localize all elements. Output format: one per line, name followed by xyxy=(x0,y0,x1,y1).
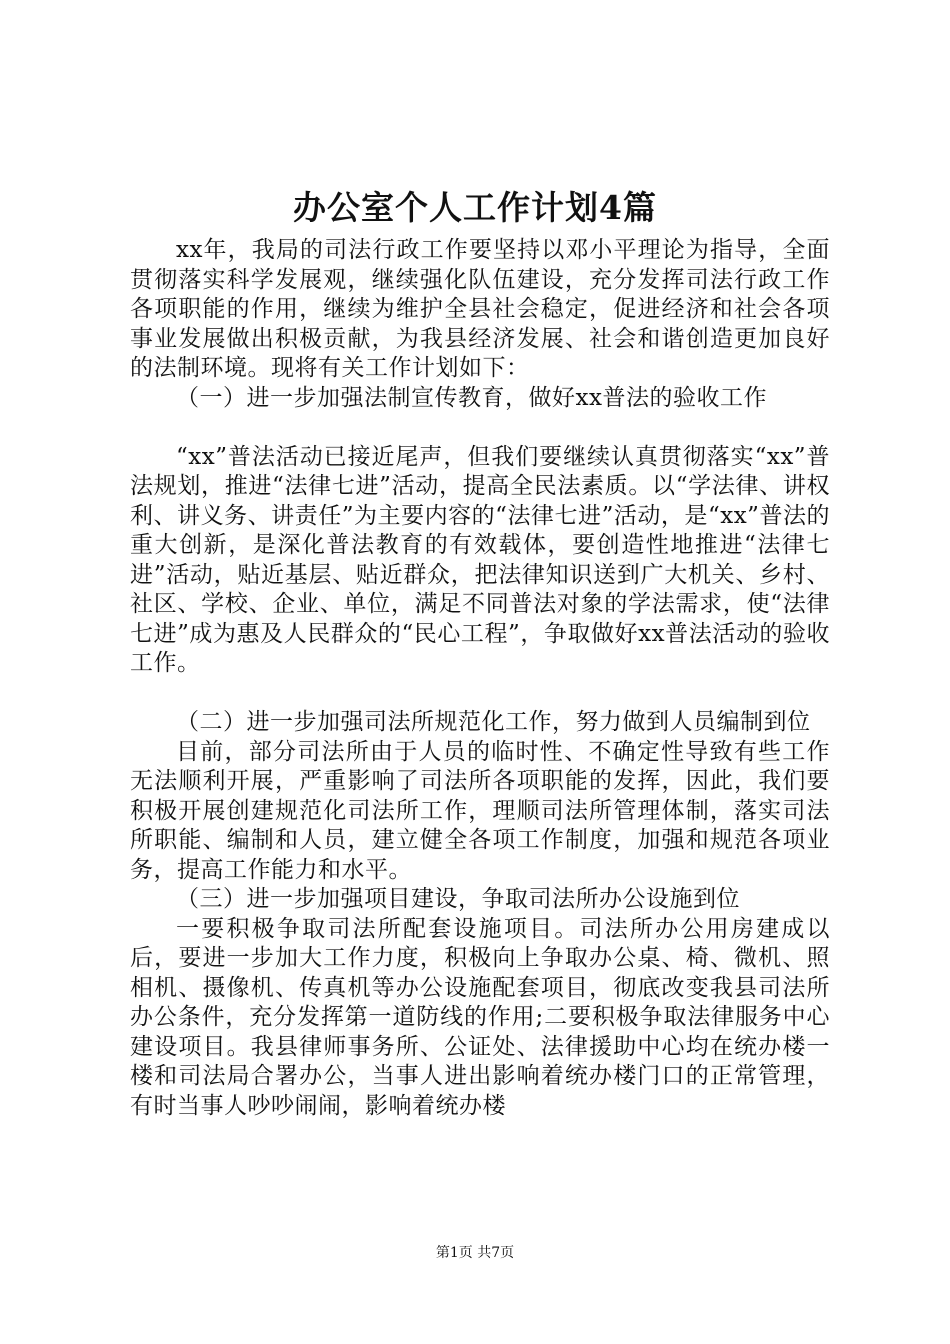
paragraph-section-2: 目前，部分司法所由于人员的临时性、不确定性导致有些工作无法顺利开展，严重影响了司法所各项职能的发挥，因此，我们要积极开展创建规范化司法所工作，理顺司法所管理体制，落实司法所职能、编制和人员，建立健全各项工作制度，加强和规范各项业务，提高工作能力和水平。 xyxy=(130,738,830,883)
section-heading-1: （一）进一步加强法制宣传教育，做好xx普法的验收工作 xyxy=(176,384,767,411)
section-heading-3: （三）进一步加强项目建设，争取司法所办公设施到位 xyxy=(176,886,740,912)
paragraph-intro: xx年，我局的司法行政工作要坚持以邓小平理论为指导，全面贯彻落实科学发展观，继续强化队伍建设，充分发挥司法行政工作各项职能的作用，继续为维护全县社会稳定，促进经济和社会各项事业发展做出积极贡献，为我县经济发展、社会和谐创造更加良好的法制环境。现将有关工作计划如下： xyxy=(130,237,830,381)
section-heading-2: （二）进一步加强司法所规范化工作，努力做到人员编制到位 xyxy=(176,709,811,735)
paragraph-section-3: 一要积极争取司法所配套设施项目。司法所办公用房建成以后，要进一步加大工作力度，积极向上争取办公桌、椅、微机、照相机、摄像机、传真机等办公设施配套项目，彻底改变我县司法所办公条件，充分发挥第一道防线的作用;二要积极争取法律服务中心建设项目。我县律师事务所、公证处、法律援助中心均在统办楼一楼和司法局合署办公，当事人进出影响着统办楼门口的正常管理，有时当事人吵吵闹闹，影响着统办楼 xyxy=(130,915,830,1119)
document-body xyxy=(130,236,830,1121)
document-title: 办公室个人工作计划4篇 xyxy=(293,188,657,227)
page-number-footer: 第1页 共7页 xyxy=(435,1245,515,1261)
paragraph-section-1: “xx”普法活动已接近尾声，但我们要继续认真贯彻落实“xx”普法规划，推进“法律七进”活动，提高全民法素质。以“学法律、讲权利、讲义务、讲责任”为主要内容的“法律七进”活动，是“xx”普法的重大创新，是深化普法教育的有效载体，要创造性地推进“法律七进”活动，贴近基层、贴近群众，把法律知识送到广大机关、乡村、社区、学校、企业、单位，满足不同普法对象的学法需求，使“法律七进”成为惠及人民群众的“民心工程”，争取做好xx普法活动的验收工作。 xyxy=(130,443,830,676)
